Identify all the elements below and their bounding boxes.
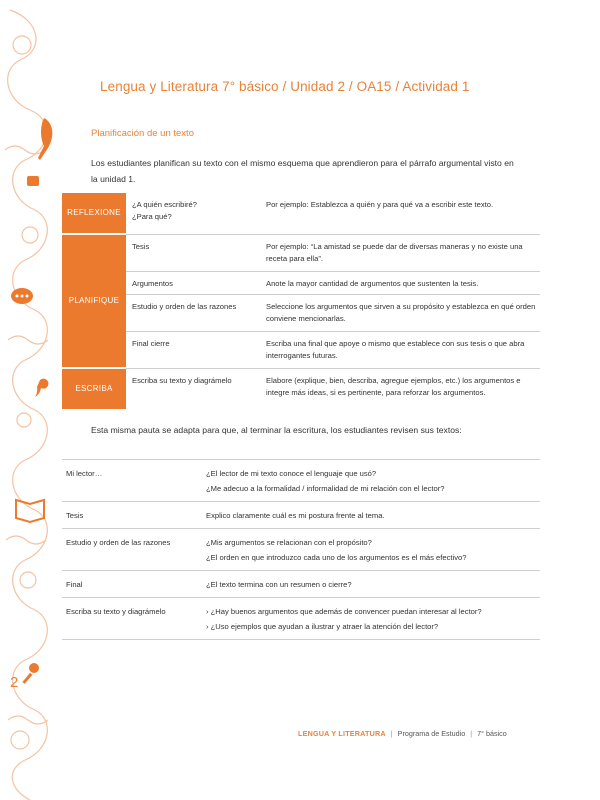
planifique-description: Por ejemplo: “La amistad se puede dar de diversas maneras y no existe una receta para ella”. [258,234,540,271]
review-criteria [198,529,540,571]
page-title: Lengua y Literatura 7° básico / Unidad 2 / OA15 / Actividad 1 [100,79,470,94]
planifique-description: Escriba una final que apoye o mismo que establece con sus tesis o que abra interrogantes futuras. [258,331,540,368]
review-line: ¿Mis argumentos se relacionan con el propósito? [206,538,372,547]
planifique-item: Estudio y orden de las razones [126,294,258,331]
table-row [62,571,540,598]
planifique-description: Anote la mayor cantidad de argumentos que sustenten la tesis. [258,271,540,294]
reflexione-question-1: ¿A quién escribiré? [132,200,198,209]
comma-icon [35,379,48,397]
review-item: Escriba su texto y diagrámelo [62,598,198,640]
table-row [62,502,540,529]
planifique-item: Tesis [126,234,258,271]
intro-paragraph: Los estudiantes planifican su texto con el mismo esquema que aprendieron para el párrafo argumental visto en la unidad 1. [91,158,514,184]
review-line: Explico claramente cuál es mi postura frente al tema. [206,511,385,520]
review-line: ¿Me adecuo a la formalidad / informalidad de mi relación con el lector? [206,484,445,493]
review-item: Estudio y orden de las razones [62,529,198,571]
reflexione-question-2: ¿Para qué? [132,212,172,221]
review-item: Mi lector… [62,460,198,502]
footer-brand: LENGUA Y LITERATURA [298,729,386,738]
footer-grade: 7° básico [477,729,507,738]
review-line: › ¿Uso ejemplos que ayudan a ilustrar y atraer la atención del lector? [206,622,439,631]
review-line: ¿El lector de mi texto conoce el lenguaje que usó? [206,469,377,478]
review-line: ¿El orden en que introduzco cada uno de los argumentos es el más efectivo? [206,553,467,562]
microphone-icon [29,663,39,673]
section-subtitle: Planificación de un texto [91,128,194,139]
reflexione-questions [126,193,258,234]
planning-table [62,193,540,411]
review-intro-paragraph: Esta misma pauta se adapta para que, al terminar la escritura, los estudiantes revisen sus textos: [91,425,462,435]
planifique-label: PLANIFIQUE [62,234,126,368]
escriba-description: Elabore (explique, bien, describa, agregue ejemplos, etc.) los argumentos e integre más ideas, si es pertinente, para reforzar los argumentos. [266,375,521,397]
review-line: › ¿Hay buenos argumentos que además de convencer puedan interesar al lector? [206,607,482,616]
review-item: Tesis [62,502,198,529]
escriba-item: Escriba su texto y diagrámelo [132,375,232,385]
table-row [62,598,540,640]
escriba-label: ESCRIBA [62,368,126,410]
footer-program: Programa de Estudio [397,729,466,738]
review-criteria [198,460,540,502]
planifique-description: Seleccione los argumentos que sirven a su propósito y establezca en qué orden conviene mencionarlas. [258,294,540,331]
reflexione-label: REFLEXIONE [62,193,126,234]
review-criteria [198,598,540,640]
inkpot-icon [27,176,39,186]
review-item: Final [62,571,198,598]
review-table [62,459,540,640]
review-criteria [198,502,540,529]
table-row [62,529,540,571]
book-icon [16,500,44,522]
table-row [62,460,540,502]
reflexione-description: Por ejemplo: Establezca a quién y para qué va a escribir este texto. [258,193,540,234]
review-criteria [198,571,540,598]
review-line: ¿El texto termina con un resumen o cierre? [206,580,352,589]
planifique-item: Final cierre [126,331,258,368]
footer: LENGUA Y LITERATURA | Programa de Estudio | 7° básico [298,729,507,738]
quill-icon [38,118,52,160]
planifique-item: Argumentos [126,271,258,294]
page-number: 2 [10,674,19,691]
